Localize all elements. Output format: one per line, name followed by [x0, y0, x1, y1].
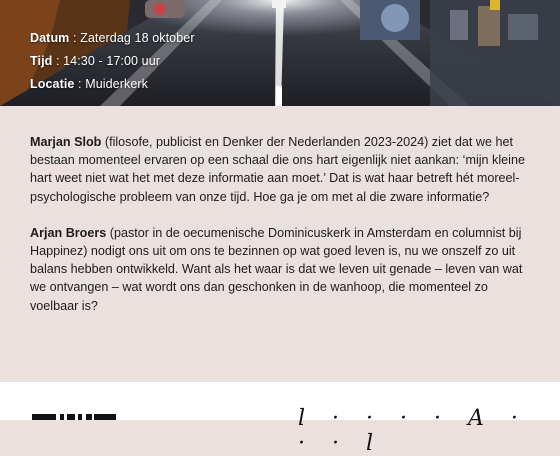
date-value: Zaterdag 18 oktober: [80, 31, 195, 45]
body-text: [30, 133, 535, 333]
paragraph-text-1: (filosofe, publicist en Denker der Nederlanden 2023-2024) ziet dat we het bestaan momenteel ervaren op een schaal die ons hart eigenlijk niet aankan: ‘mijn kleine hart weet niet wat het met deze informatie aan moet.’ Dat is wat haar betreft hét moreel-psychologische probleem van onze tijd. Hoe ga je om met al die zware informatie?: [30, 135, 525, 204]
paragraph-text-2: (pastor in de oecumenische Dominicuskerk in Amsterdam en columnist bij Happinez) nodigt ons uit om ons te bezinnen op wat goed leven is, nu we onszelf zo uit balans hebben ontwikkeld. Want als het waar is dat we leven uit genade – leven van wat we ontvangen – wat wordt ons dan geschonken in de wanhoop, die momenteel zo voelbaar is?: [30, 225, 523, 313]
hero-banner: [0, 0, 560, 106]
time-label: Tijd: [30, 54, 53, 68]
footer: [0, 382, 560, 456]
paragraph-arjan-broers: [30, 224, 535, 315]
paragraph-marjan-slob: [30, 133, 535, 206]
event-location: Locatie : Muiderkerk: [30, 77, 149, 91]
location-label: Locatie: [30, 77, 75, 91]
speaker-name-2: Arjan Broers: [30, 225, 107, 240]
location-value: Muiderkerk: [85, 77, 149, 91]
speaker-name-1: Marjan Slob: [30, 135, 102, 149]
event-date: Datum : Zaterdag 18 oktober: [30, 31, 195, 45]
date-label: Datum: [30, 31, 70, 45]
event-time: Tijd : 14:30 - 17:00 uur: [30, 54, 161, 68]
handwritten-logo: l · · · · A · · · l: [298, 406, 528, 456]
qr-code-icon[interactable]: [32, 414, 116, 420]
time-value: 14:30 - 17:00 uur: [63, 54, 161, 68]
